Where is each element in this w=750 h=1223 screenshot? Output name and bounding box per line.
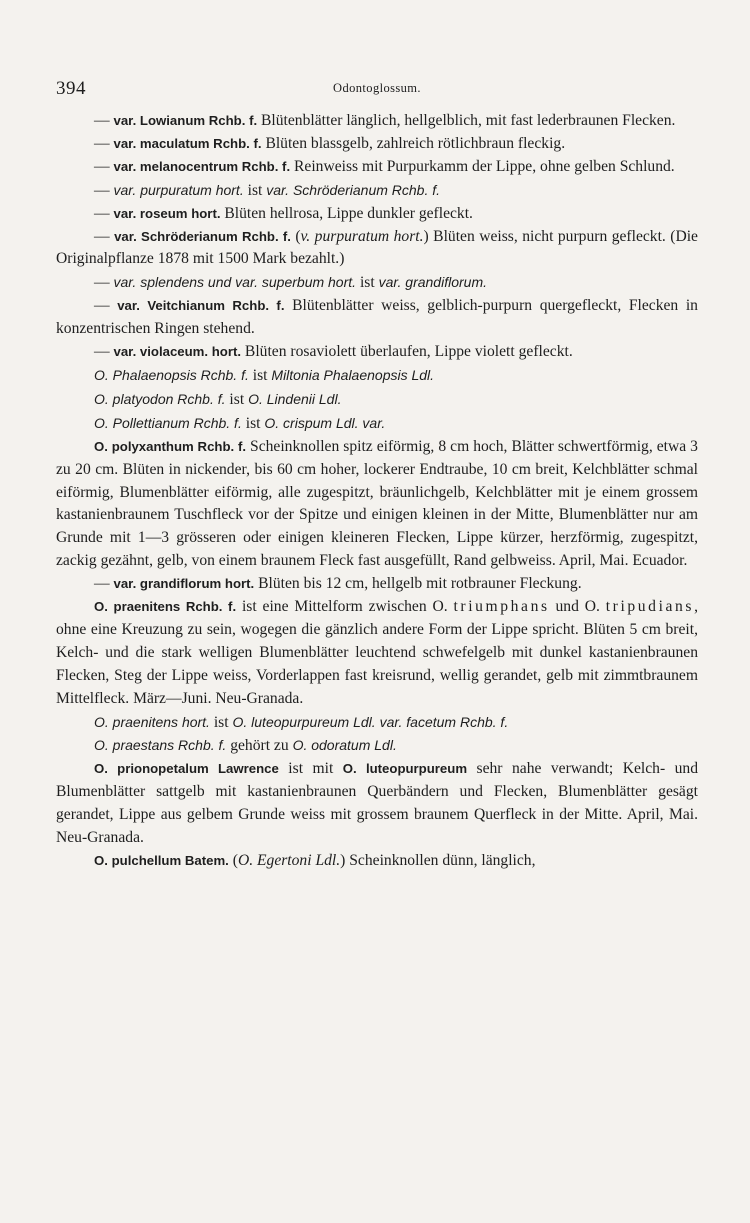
taxon-name-bold: O. pulchellum Batem. bbox=[94, 853, 229, 868]
entry-text: ) Blüten weiss, nicht purpurn gefleckt. (Die Originalpflanze 1878 mit 1500 Mark bezahlt.) bbox=[56, 227, 698, 268]
entry-text: sehr nahe verwandt; Kelch- und Blumenblätter sattgelb mit kastanienbraunen Querbändern und Flecken, Blumenblätter gesägt gerandet, Lippe aus gelbem Grunde weiss mit grossem braunem Querfleck in der Mitte. April, Mai. Neu-Granada. bbox=[56, 760, 698, 847]
entry-text: Blütenblätter länglich, hellgelblich, mit fast lederbraunen Flecken. bbox=[257, 112, 676, 129]
entries-list bbox=[56, 110, 698, 873]
taxon-name-bold: var. roseum hort. bbox=[113, 205, 221, 221]
entry-text: — bbox=[94, 227, 115, 245]
entry-text: , ohne eine Kreuzung zu sein, wogegen die gänzlich andere Form der Lippe spricht. Blüten 5 cm breit, Kelch- und die stark welligen Blumenblätter leuchtend schwefelgelb mit dunkel kastanienbraunen Flecken, Steg der Lippe weiss, Vorderlappen fast kreisrund, wellig gerandet, gelb mit zimmtbraunem Mittelfleck. März—Juni. Neu-Granada. bbox=[56, 598, 699, 707]
entry-text: Scheinknollen spitz eiförmig, 8 cm hoch, Blätter schwertförmig, etwa 3 zu 20 cm. Blüten in nickender, bis 60 cm hoher, lockerer Endtraube, 10 cm breit, Kelchblätter schmal eiförmig, Blumenblätter eiförmig, alle zugespitzt, bräunlichgelb, Kelchblätter mit je einem grossem kastanienbraunem Tuschfleck vor der Spitze und einigen kleinen in der Mitte, Blumenblätter nur am Grunde mit 1—3 grösseren oder einigen kleineren Flecken, Lippe kürzer, herzförmig, zugespitzt, zackig gezähnt, gelb, von einem braunem Fleck fast ausgefüllt, Rand gelbweiss. April, Mai. Ecuador. bbox=[56, 437, 698, 570]
synonym-name: O. luteopurpureum Ldl. var. facetum Rchb. f. bbox=[232, 713, 509, 730]
spaced-text: tripudians bbox=[605, 598, 695, 616]
entry-text: Blüten rosaviolett überlaufen, Lippe violett gefleckt. bbox=[241, 343, 573, 361]
synonym-name: var. purpuratum hort. bbox=[113, 181, 244, 198]
synonym-name: Miltonia Phalaenopsis Ldl. bbox=[271, 366, 435, 383]
entry-o-prionopetalum bbox=[56, 758, 698, 850]
entry-text: — bbox=[94, 112, 114, 129]
synonym-name: var. splendens und var. superbum hort. bbox=[113, 274, 357, 291]
entry-text: ist bbox=[243, 181, 267, 199]
entry-text: ist bbox=[248, 366, 272, 384]
entry-o-praenitens bbox=[56, 596, 698, 711]
entry-text: ) Scheinknollen dünn, länglich, bbox=[340, 852, 536, 869]
entry-text: gehört zu bbox=[226, 737, 293, 755]
entry-var-veitchianum bbox=[56, 295, 698, 341]
page-header bbox=[56, 78, 698, 102]
italic-text: v. purpuratum hort. bbox=[300, 227, 424, 245]
taxon-name-bold: var. maculatum Rchb. f. bbox=[113, 135, 262, 151]
entry-text: — bbox=[94, 181, 114, 199]
spaced-text: triumphans bbox=[453, 598, 550, 616]
entry-text: ist bbox=[356, 274, 379, 292]
entry-o-pollettianum bbox=[56, 412, 698, 436]
taxon-name-bold: var. melanocentrum Rchb. f. bbox=[113, 158, 291, 174]
entry-var-splendens bbox=[56, 271, 698, 295]
entry-text: — bbox=[94, 274, 114, 292]
entry-text: — bbox=[94, 134, 114, 152]
entry-text: — bbox=[94, 297, 118, 315]
entry-text: und O. bbox=[549, 598, 606, 616]
entry-var-maculatum bbox=[56, 133, 698, 156]
entry-var-grandiflorum bbox=[56, 573, 698, 596]
taxon-name-bold: O. luteopurpureum bbox=[342, 761, 468, 777]
synonym-name: O. praestans Rchb. f. bbox=[94, 737, 227, 754]
entry-text: ist eine Mittelform zwischen O. bbox=[236, 598, 454, 616]
taxon-name-bold: var. violaceum. hort. bbox=[113, 344, 242, 360]
taxon-name-bold: O. praenitens Rchb. f. bbox=[94, 599, 237, 615]
entry-text: Blüten hellrosa, Lippe dunkler gefleckt. bbox=[220, 204, 473, 222]
entry-text: ist bbox=[225, 390, 249, 408]
entry-o-polyxanthum bbox=[56, 436, 698, 573]
synonym-name: var. Schröderianum Rchb. f. bbox=[266, 181, 441, 198]
synonym-name: O. praenitens hort. bbox=[94, 713, 210, 730]
synonym-name: O. platyodon Rchb. f. bbox=[94, 390, 226, 407]
entry-var-roseum bbox=[56, 203, 698, 226]
page-number: 394 bbox=[56, 78, 86, 99]
entry-o-praestans bbox=[56, 734, 698, 758]
synonym-name: O. Pollettianum Rchb. f. bbox=[94, 414, 242, 431]
entry-text: ist bbox=[209, 713, 233, 731]
entry-var-purpuratum bbox=[56, 179, 698, 203]
entry-text: — bbox=[94, 157, 114, 175]
entry-text: — bbox=[94, 575, 114, 593]
entry-text: Reinweiss mit Purpurkamm der Lippe, ohne gelben Schlund. bbox=[290, 157, 675, 175]
synonym-name: O. Phalaenopsis Rchb. f. bbox=[94, 366, 249, 383]
entry-text: Blüten bis 12 cm, hellgelb mit rotbrauner Fleckung. bbox=[254, 575, 582, 593]
entry-text: — bbox=[94, 204, 114, 222]
entry-text: ( bbox=[228, 852, 238, 869]
entry-var-lowianum bbox=[56, 110, 698, 133]
synonym-name: O. crispum Ldl. var. bbox=[264, 414, 386, 431]
taxon-name-bold: var. Veitchianum Rchb. f. bbox=[117, 298, 285, 314]
entry-var-violaceum bbox=[56, 341, 698, 364]
entry-text: — bbox=[94, 343, 114, 361]
entry-text: ( bbox=[290, 227, 301, 245]
synonym-name: O. odoratum Ldl. bbox=[292, 737, 397, 754]
entry-text: ist mit bbox=[278, 760, 343, 778]
synonym-name: var. grandiflorum. bbox=[378, 274, 487, 291]
taxon-name-bold: var. Lowianum Rchb. f. bbox=[113, 113, 258, 128]
entry-o-pulchellum bbox=[56, 850, 698, 873]
taxon-name-bold: var. grandiflorum hort. bbox=[113, 576, 255, 592]
italic-text: O. Egertoni Ldl. bbox=[237, 852, 341, 869]
entry-var-melanocentrum bbox=[56, 156, 698, 179]
entry-text: Blüten blassgelb, zahlreich rötlichbraun fleckig. bbox=[261, 134, 566, 152]
entry-o-platyodon bbox=[56, 388, 698, 412]
entry-o-phalaenopsis bbox=[56, 364, 698, 388]
entry-text: Blütenblätter weiss, gelblich-purpurn quergefleckt, Flecken in konzentrischen Ringen stehend. bbox=[56, 297, 698, 338]
entry-o-praenitens-hort bbox=[56, 711, 698, 735]
synonym-name: O. Lindenii Ldl. bbox=[248, 390, 342, 407]
taxon-name-bold: O. prionopetalum Lawrence bbox=[94, 761, 279, 777]
running-title: Odontoglossum. bbox=[333, 81, 421, 95]
taxon-name-bold: var. Schröderianum Rchb. f. bbox=[114, 228, 291, 244]
entry-text: ist bbox=[241, 414, 265, 432]
entry-var-schroederianum bbox=[56, 226, 698, 272]
taxon-name-bold: O. polyxanthum Rchb. f. bbox=[94, 438, 247, 454]
